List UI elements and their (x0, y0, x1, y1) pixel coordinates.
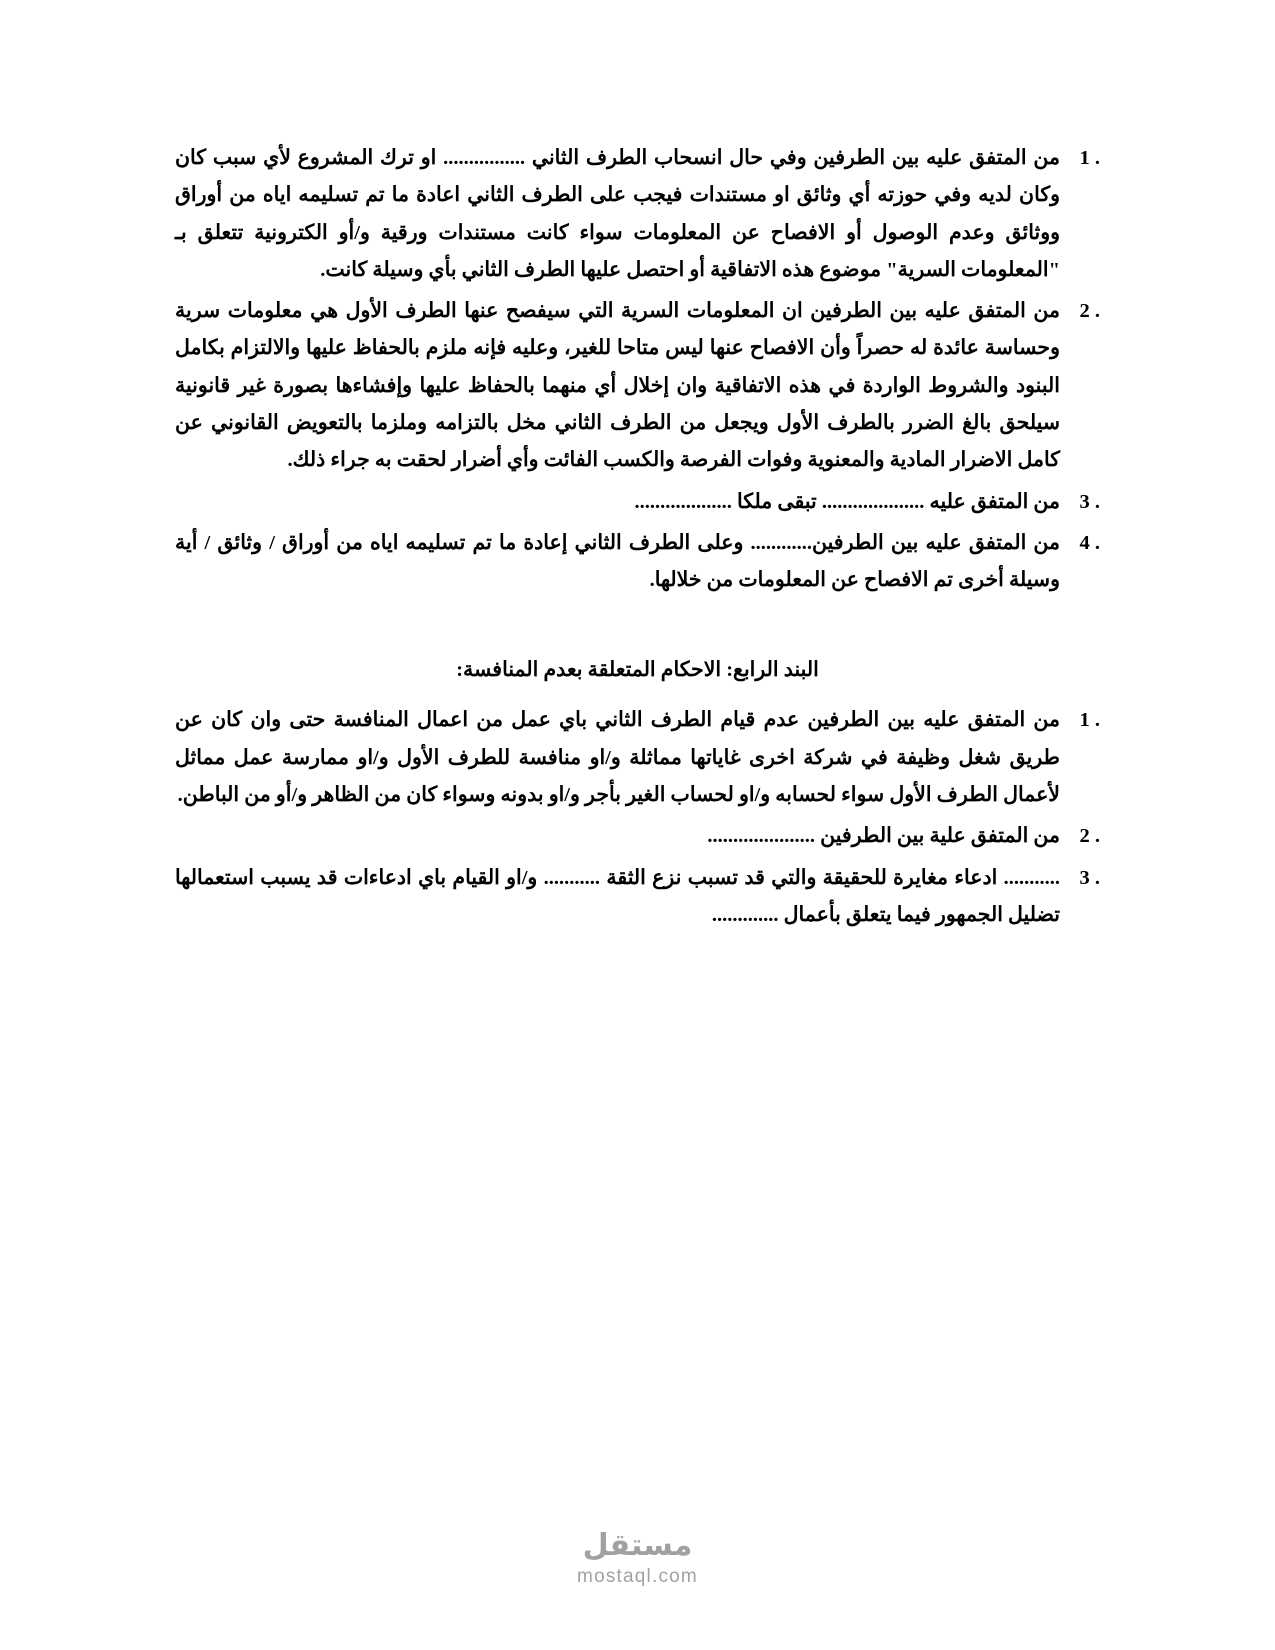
list-item (175, 702, 1100, 814)
clause-text: من المتفق عليه بين الطرفين وفي حال انسحاب الطرف الثاني ................ او ترك المشروع لأي سبب كان وكان لديه وفي حوزته أي وثائق او مستندات فيجب على الطرف الثاني اعادة ما تم تسليمه اياه من أوراق ووثائق وعدم الوصول أو الافصاح عن المعلومات سواء كانت مستندات ورقية و/أو الكترونية تتعلق بـ "المعلومات السرية" موضوع هذه الاتفاقية أو احتصل عليها الطرف الثاني بأي وسيلة كانت. (175, 147, 1060, 281)
clause-text: من المتفق عليه بين الطرفين ان المعلومات السرية التي سيفصح عنها الطرف الأول هي معلومات سرية وحساسة عائدة له حصراً وأن الافصاح عنها ليس متاحا للغير، وعليه فإنه ملزم بالحفاظ عليها والالتزام بكامل البنود والشروط الواردة في هذه الاتفاقية وان إخلال أي منهما بالحفاظ عليها وإفشاءها بصورة غير قانونية سيلحق بالغ الضرر بالطرف الأول ويجعل من الطرف الثاني مخل بالتزامه وملزما بالتعويض القانوني عن كامل الاضرار المادية والمعنوية وفوات الفرصة والكسب الفائت وأي أضرار لحقت به جراء ذلك. (175, 300, 1060, 472)
clause-text: من المتفق علية بين الطرفين ..................... (707, 825, 1060, 848)
list-item (175, 140, 1100, 289)
list-item (175, 860, 1100, 935)
section-heading-clause-four: البند الرابع: الاحكام المتعلقة بعدم المنافسة: (456, 658, 819, 681)
clause-text: من المتفق عليه بين الطرفين............ وعلى الطرف الثاني إعادة ما تم تسليمه اياه من أوراق / وثائق / أية وسيلة أخرى تم الافصاح عن المعلومات من خلالها. (175, 531, 1060, 592)
clause-text: من المتفق عليه بين الطرفين عدم قيام الطرف الثاني باي عمل من اعمال المنافسة حتى وان كان عن طريق شغل وظيفة في شركة اخرى غاياتها مماثلة و/او منافسة للطرف الأول و/او ممارسة عمل مماثل لأعمال الطرف الأول سواء لحسابه و/او لحساب الغير بأجر و/او بدونه وسواء كان من الظاهر و/أو من الباطن. (175, 709, 1060, 807)
list-item (175, 293, 1100, 479)
watermark-logo: مستقل (582, 1528, 693, 1563)
watermark (0, 1529, 1275, 1588)
list-item (175, 484, 1100, 521)
clause-list-section-one (175, 140, 1100, 600)
clause-text: من المتفق عليه .................... تبقى ملكا ................... (634, 490, 1060, 513)
list-item (175, 525, 1100, 600)
clause-text: ........... ادعاء مغايرة للحقيقة والتي قد تسبب نزع الثقة ........... و/او القيام باي ادعاءات قد يسبب استعمالها تضليل الجمهور فيما يتعلق بأعمال ............. (175, 866, 1060, 926)
clause-list-section-two (175, 702, 1100, 934)
watermark-url: mostaql.com (577, 1566, 698, 1587)
list-item (175, 818, 1100, 855)
